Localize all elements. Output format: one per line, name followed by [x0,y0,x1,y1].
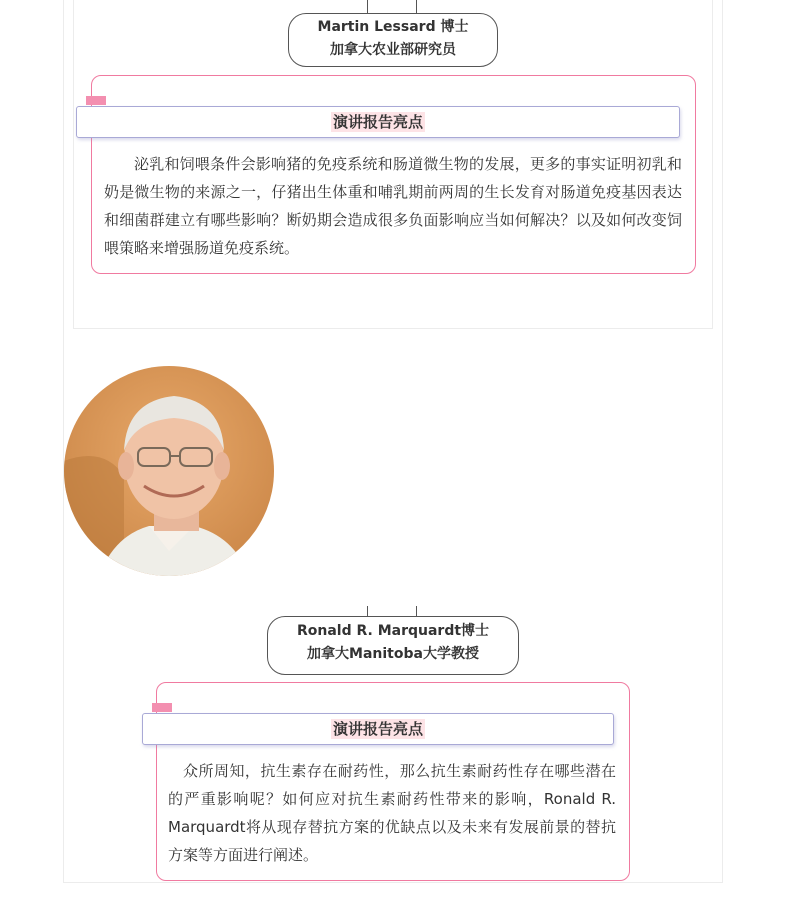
section-tab-marker [86,96,106,105]
speaker1-section-title: 演讲报告亮点 [332,113,423,131]
connector-line [367,0,368,13]
speaker1-name-pill [288,13,498,67]
speaker1-description: 泌乳和饲喂条件会影响猪的免疫系统和肠道微生物的发展，更多的事实证明初乳和奶是微生物的来源之一，仔猪出生体重和哺乳期前两周的生长发育对肠道免疫基因表达和细菌群建立有哪些影响？断奶期会造成很多负面影响应当如何解决？以及如何改变饲喂策略来增强肠道免疫系统。 [104,155,682,257]
section-tab-marker [152,703,172,712]
speaker1-affiliation: 加拿大农业部研究员 [330,42,456,58]
speaker2-name: Ronald R. Marquardt博士 [296,623,490,639]
speaker2-section-title-bar [142,713,614,745]
speaker2-name-pill [267,616,519,675]
speaker2-section-title: 演讲报告亮点 [332,720,423,738]
speaker1-section-title-bar [76,106,680,138]
speaker1-name: Martin Lessard 博士 [317,19,469,35]
speaker2-affiliation: 加拿大Manitoba大学教授 [307,646,479,662]
connector-line [416,0,417,13]
speaker2-photo [64,366,274,576]
speaker2-portrait-image [64,366,274,576]
speaker2-description: 众所周知，抗生素存在耐药性，那么抗生素耐药性存在哪些潜在的严重影响呢？如何应对抗生素耐药性带来的影响，Ronald R. Marquardt将从现存替抗方案的优缺点以及未来有发展前景的替抗方案等方面进行阐述。 [168,762,616,864]
